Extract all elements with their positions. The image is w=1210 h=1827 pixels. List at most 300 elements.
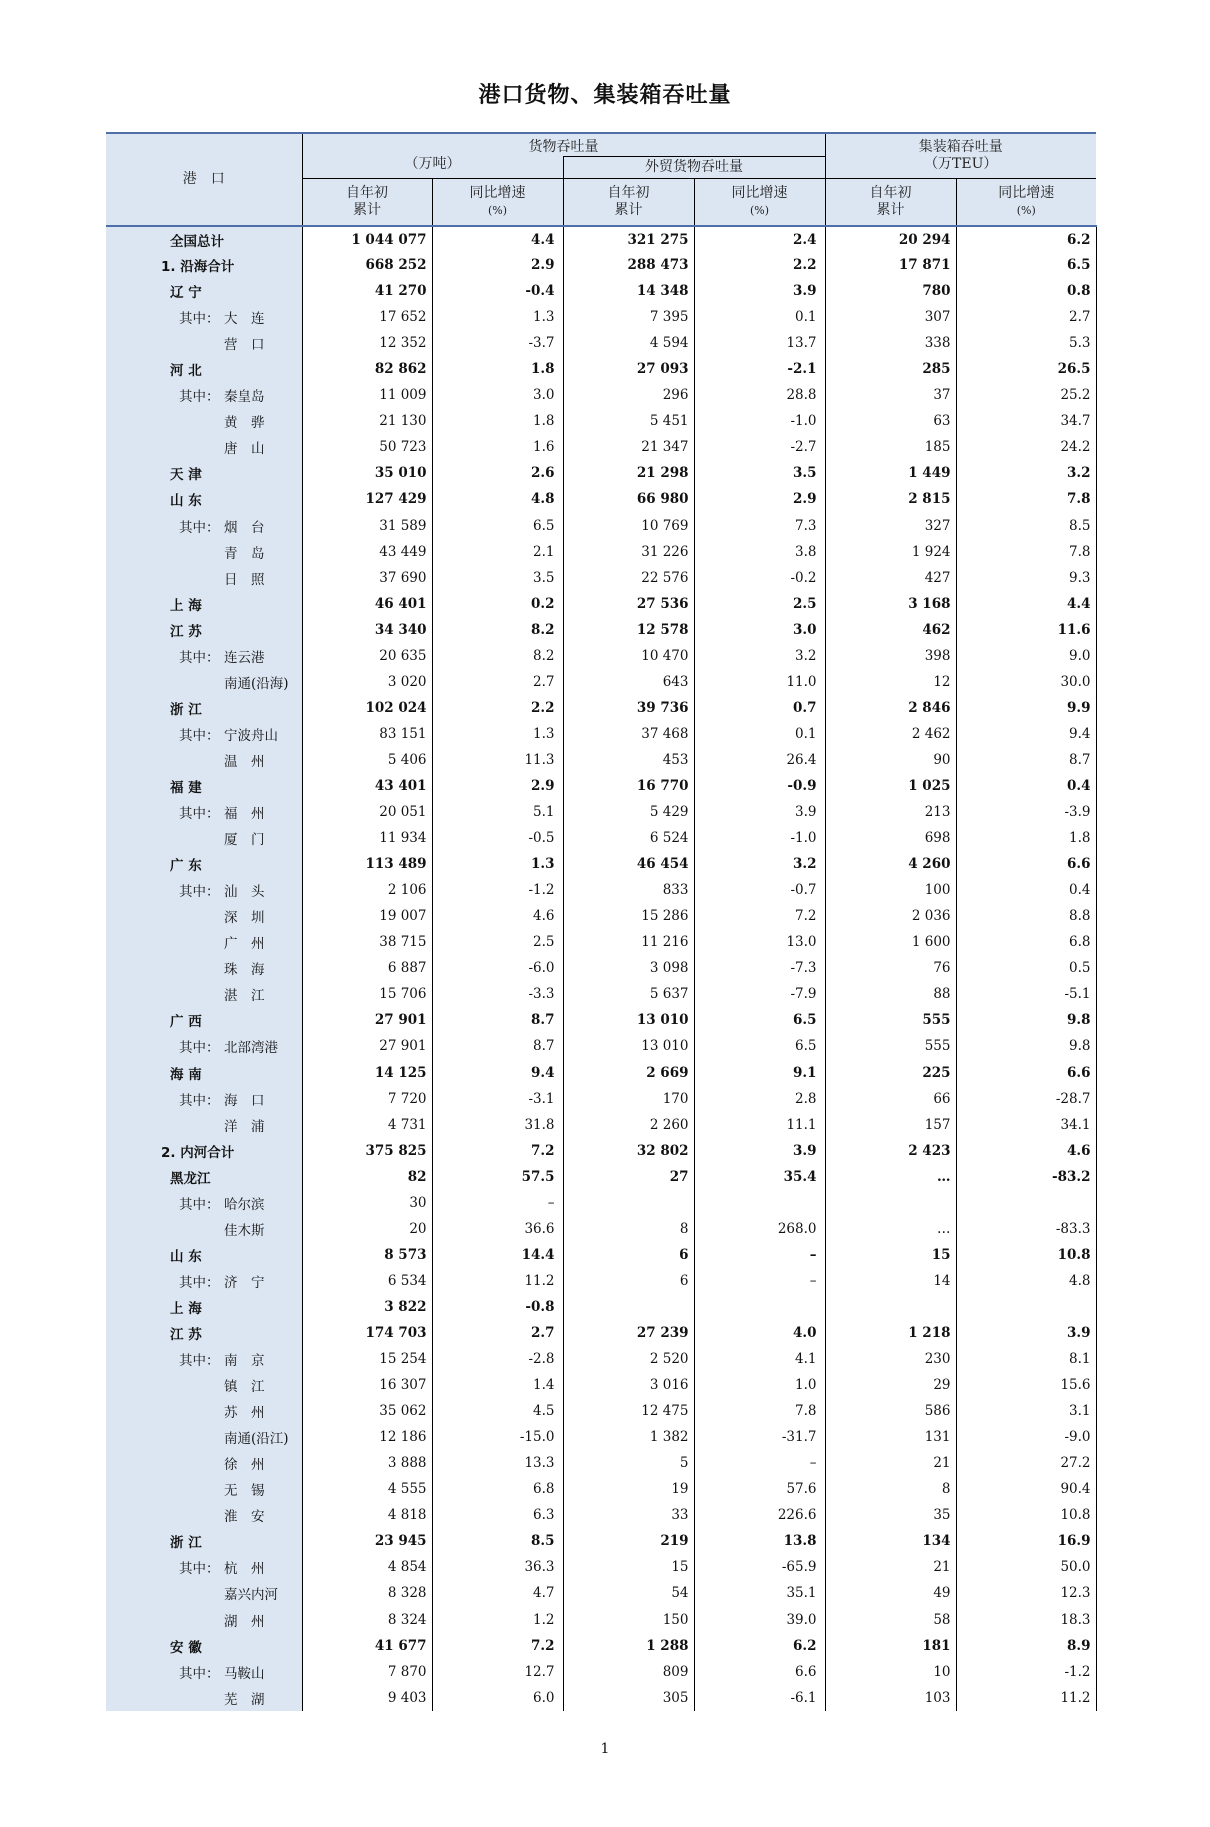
cell-foreign-yoy: 3.9	[694, 799, 825, 825]
cell-cargo-yoy: 8.7	[432, 1007, 563, 1033]
cell-container-ytd: 103	[825, 1685, 956, 1711]
cell-cargo-ytd: 1 044 077	[302, 226, 432, 252]
row-port-name	[106, 643, 302, 669]
row-name-label: 哈尔滨	[224, 1196, 265, 1213]
cell-container-yoy: 4.6	[956, 1138, 1096, 1164]
row-port-name	[106, 1086, 302, 1112]
cell-foreign-yoy: 1.0	[694, 1372, 825, 1398]
row-port-name	[106, 695, 302, 721]
cell-container-ytd: 157	[825, 1112, 956, 1138]
cell-container-yoy: 12.3	[956, 1580, 1096, 1606]
row-port-name	[106, 981, 302, 1007]
cell-foreign-yoy	[694, 1190, 825, 1216]
table-row	[106, 721, 1096, 747]
cell-container-ytd: 1 218	[825, 1320, 956, 1346]
cell-container-ytd: 1 025	[825, 773, 956, 799]
cell-cargo-ytd: 41 270	[302, 278, 432, 304]
cell-foreign-ytd: 288 473	[563, 252, 694, 278]
cell-foreign-yoy: 11.1	[694, 1112, 825, 1138]
cell-cargo-yoy: 3.5	[432, 565, 563, 591]
cell-foreign-yoy: 3.0	[694, 617, 825, 643]
header-foreign-yoy: 同比增速 (%)	[694, 178, 825, 226]
row-name-label: 黄 骅	[224, 415, 265, 432]
cell-container-yoy: 6.8	[956, 929, 1096, 955]
cell-container-yoy: -3.9	[956, 799, 1096, 825]
row-port-name	[106, 304, 302, 330]
cell-foreign-yoy: 6.5	[694, 1007, 825, 1033]
row-name-label: 深 圳	[224, 910, 265, 927]
cell-foreign-yoy: 6.5	[694, 1033, 825, 1059]
cell-foreign-ytd: 10 769	[563, 513, 694, 539]
row-name-label: 湖 州	[224, 1613, 265, 1630]
row-name-label: 上 海	[170, 597, 202, 614]
header-cargo-ytd: 自年初 累计	[302, 178, 432, 226]
cell-container-ytd: …	[825, 1216, 956, 1242]
cell-container-yoy: 6.6	[956, 851, 1096, 877]
cell-foreign-yoy: 26.4	[694, 747, 825, 773]
cell-foreign-yoy: 39.0	[694, 1606, 825, 1632]
row-port-name	[106, 747, 302, 773]
cell-container-ytd: 586	[825, 1398, 956, 1424]
cell-cargo-ytd: 5 406	[302, 747, 432, 773]
cell-container-ytd: 88	[825, 981, 956, 1007]
row-port-name	[106, 929, 302, 955]
table-row	[106, 747, 1096, 773]
row-name-label: 江 苏	[170, 1326, 202, 1343]
cell-cargo-ytd: 41 677	[302, 1633, 432, 1659]
cell-foreign-yoy: 3.9	[694, 278, 825, 304]
cell-container-yoy: 50.0	[956, 1554, 1096, 1580]
row-name-label: 宁波舟山	[224, 727, 278, 744]
cell-cargo-yoy: 2.2	[432, 695, 563, 721]
table-row	[106, 643, 1096, 669]
cell-foreign-ytd: 37 468	[563, 721, 694, 747]
cell-cargo-yoy: 2.7	[432, 1320, 563, 1346]
cell-cargo-ytd: 82	[302, 1164, 432, 1190]
cell-foreign-ytd: 2 260	[563, 1112, 694, 1138]
row-port-name	[106, 1138, 302, 1164]
table-row	[106, 799, 1096, 825]
cell-cargo-yoy: 6.3	[432, 1502, 563, 1528]
cell-container-ytd: 17 871	[825, 252, 956, 278]
cell-foreign-ytd: 46 454	[563, 851, 694, 877]
cell-container-ytd: 8	[825, 1476, 956, 1502]
cell-foreign-yoy: 6.6	[694, 1659, 825, 1685]
cell-cargo-ytd: 43 449	[302, 539, 432, 565]
table-row	[106, 1138, 1096, 1164]
cell-foreign-ytd: 54	[563, 1580, 694, 1606]
cell-cargo-yoy: 8.2	[432, 617, 563, 643]
cell-cargo-yoy: 6.0	[432, 1685, 563, 1711]
cell-container-yoy: 11.2	[956, 1685, 1096, 1711]
cell-cargo-yoy: 1.3	[432, 304, 563, 330]
cell-foreign-ytd: 8	[563, 1216, 694, 1242]
row-port-name	[106, 721, 302, 747]
cell-cargo-ytd: 15 254	[302, 1346, 432, 1372]
cell-container-yoy: 9.8	[956, 1007, 1096, 1033]
cell-container-ytd: 780	[825, 278, 956, 304]
cell-cargo-ytd: 11 009	[302, 382, 432, 408]
row-name-label: 山 东	[170, 1248, 202, 1265]
row-port-name	[106, 1294, 302, 1320]
header-cargo-yoy: 同比增速 (%)	[432, 178, 563, 226]
row-name-label: 烟 台	[224, 519, 265, 536]
row-name-label: 江 苏	[170, 623, 202, 640]
cell-cargo-yoy: 1.8	[432, 408, 563, 434]
cell-foreign-ytd: 5	[563, 1450, 694, 1476]
cell-foreign-ytd: 19	[563, 1476, 694, 1502]
cell-foreign-yoy: 35.4	[694, 1164, 825, 1190]
table-row	[106, 1320, 1096, 1346]
table-row	[106, 460, 1096, 486]
cell-foreign-yoy: 7.2	[694, 903, 825, 929]
cell-cargo-yoy: -2.8	[432, 1346, 563, 1372]
cell-foreign-yoy: -2.7	[694, 434, 825, 460]
table-row	[106, 1476, 1096, 1502]
row-name-label: 秦皇岛	[224, 389, 265, 406]
cell-cargo-yoy: 4.6	[432, 903, 563, 929]
row-name-label: 苏 州	[224, 1405, 265, 1422]
cell-cargo-yoy: 1.3	[432, 721, 563, 747]
cell-cargo-ytd: 82 862	[302, 356, 432, 382]
row-port-name	[106, 1060, 302, 1086]
cell-container-yoy: 5.3	[956, 330, 1096, 356]
row-name-label: 青 岛	[224, 545, 265, 562]
cell-foreign-yoy: 0.1	[694, 304, 825, 330]
cell-cargo-ytd: 34 340	[302, 617, 432, 643]
row-name-label: 营 口	[224, 337, 265, 354]
row-prefix: 其中：	[179, 649, 220, 666]
cell-foreign-yoy: 6.2	[694, 1633, 825, 1659]
cell-cargo-yoy: 8.7	[432, 1033, 563, 1059]
cell-foreign-yoy: 4.1	[694, 1346, 825, 1372]
header-cargo-unit: （万吨）	[302, 156, 563, 178]
row-prefix: 其中：	[179, 1196, 220, 1213]
cell-foreign-yoy: 28.8	[694, 382, 825, 408]
cell-container-ytd: 66	[825, 1086, 956, 1112]
cell-container-yoy: 6.6	[956, 1060, 1096, 1086]
table-row	[106, 278, 1096, 304]
cell-cargo-ytd: 4 555	[302, 1476, 432, 1502]
row-name-label: 全国总计	[170, 233, 224, 250]
row-port-name	[106, 382, 302, 408]
cell-cargo-yoy: 1.2	[432, 1606, 563, 1632]
cell-cargo-yoy: 3.0	[432, 382, 563, 408]
cell-cargo-ytd: 35 010	[302, 460, 432, 486]
cell-container-yoy: 3.2	[956, 460, 1096, 486]
table-row	[106, 929, 1096, 955]
cell-cargo-yoy: 7.2	[432, 1633, 563, 1659]
row-port-name	[106, 539, 302, 565]
cell-cargo-yoy: 11.2	[432, 1268, 563, 1294]
table-row	[106, 1086, 1096, 1112]
cell-foreign-ytd: 150	[563, 1606, 694, 1632]
cell-foreign-yoy: 13.8	[694, 1528, 825, 1554]
row-name-label: 济 宁	[224, 1274, 265, 1291]
cell-foreign-ytd: 809	[563, 1659, 694, 1685]
cell-foreign-yoy: 4.0	[694, 1320, 825, 1346]
row-name-label: 广 西	[170, 1014, 202, 1031]
row-name-label: 天 津	[170, 467, 202, 484]
cell-container-ytd: 2 462	[825, 721, 956, 747]
row-port-name	[106, 773, 302, 799]
row-prefix: 其中：	[179, 1040, 220, 1057]
cell-cargo-ytd: 27 901	[302, 1007, 432, 1033]
cell-container-yoy: 10.8	[956, 1242, 1096, 1268]
row-port-name	[106, 903, 302, 929]
cell-container-yoy: 2.7	[956, 304, 1096, 330]
cell-container-yoy: 34.7	[956, 408, 1096, 434]
cell-container-ytd: 2 846	[825, 695, 956, 721]
cell-container-yoy: 18.3	[956, 1606, 1096, 1632]
table-row	[106, 356, 1096, 382]
cell-container-yoy: 9.8	[956, 1033, 1096, 1059]
cell-cargo-yoy: -0.8	[432, 1294, 563, 1320]
cell-foreign-yoy: –	[694, 1242, 825, 1268]
cell-cargo-yoy: -0.5	[432, 825, 563, 851]
cell-foreign-yoy: 13.7	[694, 330, 825, 356]
cell-container-yoy: 8.7	[956, 747, 1096, 773]
cell-container-ytd: 2 423	[825, 1138, 956, 1164]
cell-cargo-ytd: 4 731	[302, 1112, 432, 1138]
cell-container-yoy: 4.8	[956, 1268, 1096, 1294]
cell-container-ytd: 49	[825, 1580, 956, 1606]
row-name-label: 海 口	[224, 1092, 265, 1109]
cell-cargo-yoy: 1.8	[432, 356, 563, 382]
cell-cargo-yoy: 4.7	[432, 1580, 563, 1606]
cell-cargo-ytd: 17 652	[302, 304, 432, 330]
cell-cargo-ytd: 4 818	[302, 1502, 432, 1528]
table-row	[106, 1633, 1096, 1659]
row-port-name	[106, 1216, 302, 1242]
cell-cargo-ytd: 8 328	[302, 1580, 432, 1606]
table-row	[106, 382, 1096, 408]
row-port-name	[106, 1320, 302, 1346]
cell-foreign-ytd: 1 382	[563, 1424, 694, 1450]
cell-container-yoy: 90.4	[956, 1476, 1096, 1502]
row-name-label: 佳木斯	[224, 1222, 265, 1239]
row-prefix: 其中：	[179, 519, 220, 536]
cell-foreign-yoy: 3.2	[694, 851, 825, 877]
cell-foreign-yoy: -0.7	[694, 877, 825, 903]
row-name-label: 南 京	[224, 1353, 265, 1370]
cell-cargo-ytd: 9 403	[302, 1685, 432, 1711]
cell-foreign-ytd	[563, 1190, 694, 1216]
cell-foreign-ytd: 11 216	[563, 929, 694, 955]
cell-container-ytd: 15	[825, 1242, 956, 1268]
header-port: 港 口	[106, 133, 302, 226]
cell-foreign-ytd: 643	[563, 669, 694, 695]
cell-cargo-yoy: 4.8	[432, 486, 563, 512]
cell-foreign-ytd: 5 451	[563, 408, 694, 434]
row-port-name	[106, 1398, 302, 1424]
row-prefix: 其中：	[179, 1274, 220, 1291]
cell-foreign-yoy: 2.5	[694, 591, 825, 617]
row-name-label: 唐 山	[224, 441, 265, 458]
cell-foreign-yoy: -7.3	[694, 955, 825, 981]
cell-container-yoy: 8.5	[956, 513, 1096, 539]
row-name-label: 黑龙江	[170, 1170, 211, 1187]
cell-foreign-yoy: 35.1	[694, 1580, 825, 1606]
cell-container-ytd: 3 168	[825, 591, 956, 617]
row-name-label: 浙 江	[170, 1535, 202, 1552]
row-port-name	[106, 669, 302, 695]
cell-foreign-ytd: 15 286	[563, 903, 694, 929]
cell-foreign-ytd: 6	[563, 1268, 694, 1294]
header-container: 集装箱吞吐量	[825, 133, 1096, 156]
row-name-label: 广 州	[224, 936, 265, 953]
row-port-name	[106, 1554, 302, 1580]
cell-foreign-yoy: 2.8	[694, 1086, 825, 1112]
cell-cargo-yoy: -0.4	[432, 278, 563, 304]
cell-foreign-yoy: 7.8	[694, 1398, 825, 1424]
cell-foreign-ytd: 27 536	[563, 591, 694, 617]
cell-container-yoy: 9.0	[956, 643, 1096, 669]
table-row	[106, 539, 1096, 565]
cell-foreign-ytd: 16 770	[563, 773, 694, 799]
cell-cargo-yoy: 8.2	[432, 643, 563, 669]
cell-cargo-yoy: 7.2	[432, 1138, 563, 1164]
row-name-label: 连云港	[224, 649, 265, 666]
cell-container-ytd: 181	[825, 1633, 956, 1659]
cell-cargo-yoy: 4.4	[432, 226, 563, 252]
cell-cargo-yoy: 1.6	[432, 434, 563, 460]
table-row	[106, 591, 1096, 617]
page-number: 1	[600, 1741, 610, 1757]
cell-container-yoy: 9.9	[956, 695, 1096, 721]
cell-foreign-ytd: 13 010	[563, 1033, 694, 1059]
row-port-name	[106, 1007, 302, 1033]
row-port-name	[106, 1190, 302, 1216]
cell-container-ytd: 29	[825, 1372, 956, 1398]
row-name-label: 镇 江	[224, 1379, 265, 1396]
cell-container-yoy: 7.8	[956, 486, 1096, 512]
cell-foreign-ytd	[563, 1294, 694, 1320]
cell-cargo-yoy: 2.5	[432, 929, 563, 955]
table-row	[106, 330, 1096, 356]
row-name-label: 厦 门	[224, 832, 265, 849]
row-port-name	[106, 278, 302, 304]
table-row	[106, 1242, 1096, 1268]
cell-foreign-ytd: 1 288	[563, 1633, 694, 1659]
cell-foreign-ytd: 27 239	[563, 1320, 694, 1346]
row-port-name	[106, 1606, 302, 1632]
row-name-label: 辽 宁	[170, 285, 202, 302]
cell-foreign-ytd: 6 524	[563, 825, 694, 851]
cell-foreign-ytd: 3 098	[563, 955, 694, 981]
cell-cargo-yoy: 13.3	[432, 1450, 563, 1476]
cell-foreign-ytd: 66 980	[563, 486, 694, 512]
cell-container-ytd: 285	[825, 356, 956, 382]
cell-container-yoy: 1.8	[956, 825, 1096, 851]
cell-cargo-yoy: 6.5	[432, 513, 563, 539]
cell-cargo-ytd: 12 186	[302, 1424, 432, 1450]
cell-container-yoy: -5.1	[956, 981, 1096, 1007]
cell-foreign-ytd: 453	[563, 747, 694, 773]
row-prefix: 其中：	[179, 311, 220, 328]
header-foreign-trade: 外贸货物吞吐量	[563, 156, 825, 178]
cell-container-yoy: 0.4	[956, 877, 1096, 903]
cell-cargo-ytd: 8 324	[302, 1606, 432, 1632]
cell-cargo-ytd: 27 901	[302, 1033, 432, 1059]
row-port-name	[106, 1268, 302, 1294]
cell-cargo-ytd: 35 062	[302, 1398, 432, 1424]
row-name-label: 嘉兴内河	[224, 1587, 278, 1604]
cell-foreign-yoy: -1.0	[694, 408, 825, 434]
cell-cargo-yoy: 36.3	[432, 1554, 563, 1580]
cell-cargo-yoy: 6.8	[432, 1476, 563, 1502]
cell-container-yoy: 24.2	[956, 434, 1096, 460]
table-row	[106, 1268, 1096, 1294]
cell-cargo-yoy: -3.3	[432, 981, 563, 1007]
cell-container-ytd: 10	[825, 1659, 956, 1685]
row-port-name	[106, 799, 302, 825]
cell-foreign-ytd: 27	[563, 1164, 694, 1190]
cell-cargo-ytd: 2 106	[302, 877, 432, 903]
cell-cargo-yoy: -1.2	[432, 877, 563, 903]
cell-foreign-ytd: 3 016	[563, 1372, 694, 1398]
cell-container-ytd: 21	[825, 1450, 956, 1476]
cell-container-ytd: 90	[825, 747, 956, 773]
row-prefix: 其中：	[179, 884, 220, 901]
cell-container-ytd: 398	[825, 643, 956, 669]
cell-cargo-yoy: -3.1	[432, 1086, 563, 1112]
table-row	[106, 1007, 1096, 1033]
cell-cargo-yoy: 36.6	[432, 1216, 563, 1242]
row-port-name	[106, 486, 302, 512]
cell-cargo-ytd: 38 715	[302, 929, 432, 955]
cell-foreign-yoy	[694, 1294, 825, 1320]
row-port-name	[106, 955, 302, 981]
cell-foreign-ytd: 14 348	[563, 278, 694, 304]
row-port-name	[106, 252, 302, 278]
cell-cargo-yoy: 8.5	[432, 1528, 563, 1554]
cell-cargo-ytd: 43 401	[302, 773, 432, 799]
table-row	[106, 1424, 1096, 1450]
row-port-name	[106, 408, 302, 434]
cell-cargo-ytd: 668 252	[302, 252, 432, 278]
cell-container-yoy: 8.1	[956, 1346, 1096, 1372]
row-port-name	[106, 851, 302, 877]
cell-foreign-yoy: 0.1	[694, 721, 825, 747]
cell-container-ytd: 427	[825, 565, 956, 591]
cell-cargo-yoy: 2.1	[432, 539, 563, 565]
cell-foreign-ytd: 12 578	[563, 617, 694, 643]
cell-foreign-ytd: 22 576	[563, 565, 694, 591]
row-name-label: 日 照	[224, 571, 265, 588]
row-name-label: 温 州	[224, 753, 265, 770]
row-name-label: 洋 浦	[224, 1118, 265, 1135]
header-container-unit: （万TEU）	[825, 156, 1096, 178]
cell-cargo-ytd: 375 825	[302, 1138, 432, 1164]
cell-container-ytd: 213	[825, 799, 956, 825]
cell-cargo-yoy: 2.6	[432, 460, 563, 486]
cell-foreign-ytd: 5 429	[563, 799, 694, 825]
cell-foreign-yoy: 2.4	[694, 226, 825, 252]
row-port-name	[106, 1033, 302, 1059]
row-port-name	[106, 1164, 302, 1190]
table-row	[106, 1112, 1096, 1138]
cell-cargo-yoy: 57.5	[432, 1164, 563, 1190]
cell-foreign-ytd: 833	[563, 877, 694, 903]
cell-cargo-yoy: 4.5	[432, 1398, 563, 1424]
cell-cargo-ytd: 46 401	[302, 591, 432, 617]
cell-cargo-ytd: 7 720	[302, 1086, 432, 1112]
cell-foreign-yoy: 0.7	[694, 695, 825, 721]
row-prefix: 其中：	[179, 1353, 220, 1370]
cell-container-yoy: 15.6	[956, 1372, 1096, 1398]
cell-container-ytd: 20 294	[825, 226, 956, 252]
